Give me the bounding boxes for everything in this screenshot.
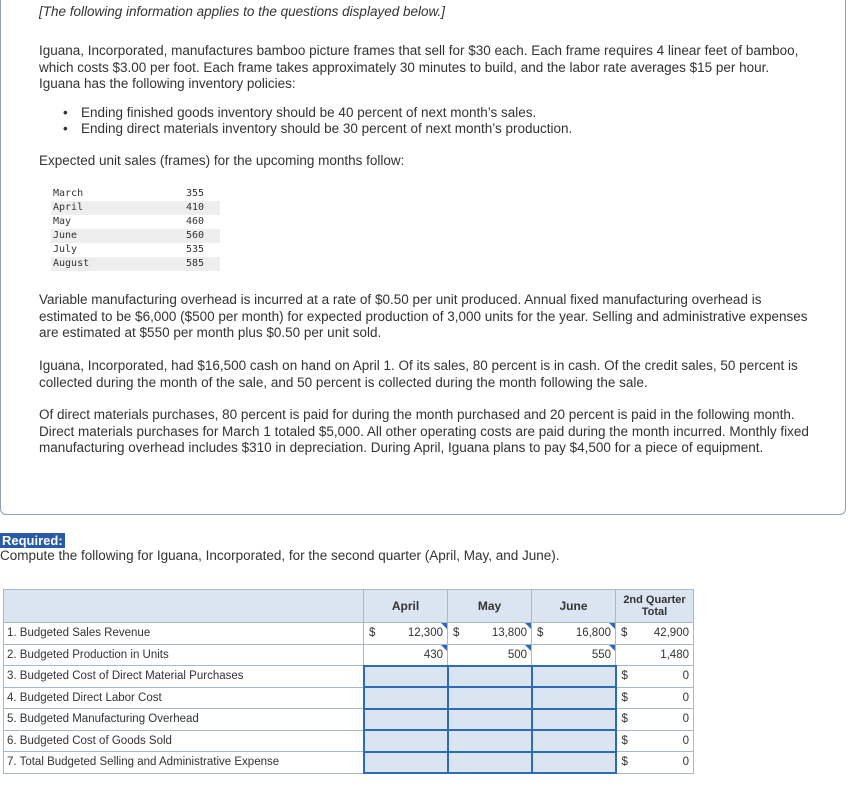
total-selling-admin <box>616 752 694 774</box>
header-total-line2: Total <box>641 606 668 618</box>
required-label: Required: <box>2 533 63 548</box>
april-overhead-input[interactable] <box>364 709 448 731</box>
table-row <box>4 623 694 645</box>
dollar-sign: $ <box>453 627 460 639</box>
dollar-sign: $ <box>621 670 628 682</box>
purchases-description: Of direct materials purchases, 80 percent is paid for during the month purchased and 20 percent is paid in the following month. Direct materials purchases for March 1 totaled $5,000. All other operating costs are paid during the month incurred. Monthly fixed manufacturing overhead includes $310 in depreciation. During April, Iguana plans to pay $4,500 for a piece of equipment. <box>39 407 809 455</box>
units-value: 560 <box>184 229 220 243</box>
dollar-sign: $ <box>621 734 628 747</box>
month-label: April <box>51 201 184 215</box>
cell-value: 0 <box>682 734 689 747</box>
row-label: 7. Total Budgeted Selling and Administrative Expense <box>4 752 364 774</box>
table-row <box>4 666 694 688</box>
may-overhead-input[interactable] <box>448 709 532 731</box>
may-labor-input[interactable] <box>448 687 532 709</box>
total-cogs <box>616 730 694 752</box>
table-row <box>4 709 694 731</box>
total-production <box>616 644 694 666</box>
june-cogs-input[interactable] <box>532 730 616 752</box>
cell-value: 0 <box>682 713 689 725</box>
may-sales-input[interactable] <box>448 623 532 645</box>
cell-value: 42,900 <box>653 627 689 639</box>
company-description: Iguana, Incorporated, manufactures bamboo picture frames that sell for $30 each. Each frame requires 4 linear feet of bamboo, which costs $3.00 per foot. Each frame takes approximately 30 minutes to build, and the labor rate averages $15 per hour. Iguana has the following inventory policies: <box>39 43 799 91</box>
answered-marker-icon <box>609 623 615 629</box>
row-label: 5. Budgeted Manufacturing Overhead <box>4 709 364 731</box>
inventory-policies <box>63 105 572 137</box>
cell-value: 550 <box>591 648 611 661</box>
policy-item: • Ending direct materials inventory should be 30 percent of next month’s production. <box>63 121 572 137</box>
cell-value: 0 <box>682 691 689 704</box>
june-production-input[interactable] <box>532 644 616 666</box>
june-sales-input[interactable] <box>532 623 616 645</box>
april-cogs-input[interactable] <box>364 730 448 752</box>
total-overhead <box>616 709 694 731</box>
may-materials-input[interactable] <box>448 666 532 688</box>
june-selling-admin-input[interactable] <box>532 752 616 774</box>
table-row <box>4 644 694 666</box>
month-label: June <box>51 229 184 243</box>
overhead-description: Variable manufacturing overhead is incurred at a rate of $0.50 per unit produced. Annual fixed manufacturing overhead is estimated to be $6,000 ($500 per month) for expected production of 3,000 units for the year. Selling and administrative expenses are estimated at $550 per month plus $0.50 per unit sold. <box>39 292 808 340</box>
header-row <box>4 590 694 623</box>
row-label: 3. Budgeted Cost of Direct Material Purchases <box>4 666 364 688</box>
header-may: May <box>448 590 532 623</box>
units-value: 535 <box>186 244 205 255</box>
april-sales-input[interactable] <box>364 623 448 645</box>
dollar-sign: $ <box>621 756 628 768</box>
units-value: 460 <box>186 216 205 227</box>
dollar-sign: $ <box>621 713 628 725</box>
required-instructions: Compute the following for Iguana, Incorporated, for the second quarter (April, May, and June). <box>0 548 560 563</box>
april-materials-input[interactable] <box>364 666 448 688</box>
table-row <box>4 730 694 752</box>
row-label: 4. Budgeted Direct Labor Cost <box>4 687 364 709</box>
answered-marker-icon <box>609 645 615 651</box>
cell-value: 430 <box>423 648 443 661</box>
sales-intro: Expected unit sales (frames) for the upcoming months follow: <box>39 153 405 168</box>
budget-answer-table <box>3 589 694 774</box>
april-selling-admin-input[interactable] <box>364 752 448 774</box>
may-production-input[interactable] <box>448 644 532 666</box>
cell-value: 12,300 <box>407 627 443 639</box>
cell-value: 16,800 <box>575 627 611 639</box>
header-april: April <box>364 590 448 623</box>
april-production-input[interactable] <box>364 644 448 666</box>
cell-value: 500 <box>507 648 527 661</box>
answered-marker-icon <box>525 623 531 629</box>
cell-value: 0 <box>682 756 689 768</box>
may-selling-admin-input[interactable] <box>448 752 532 774</box>
answered-marker-icon <box>441 645 447 651</box>
month-label: May <box>53 216 72 227</box>
row-label: 2. Budgeted Production in Units <box>4 644 364 666</box>
row-label: 6. Budgeted Cost of Goods Sold <box>4 730 364 752</box>
cash-description: Iguana, Incorporated, had $16,500 cash on hand on April 1. Of its sales, 80 percent is in cash. Of the credit sales, 50 percent is collected during the month of the sale, and 50 percent is collected during the month following the sale. <box>39 358 798 390</box>
dollar-sign: $ <box>369 627 376 639</box>
row-label: 1. Budgeted Sales Revenue <box>4 623 364 645</box>
month-label: August <box>51 257 184 271</box>
header-june: June <box>532 590 616 623</box>
month-label: July <box>53 244 78 255</box>
cell-value: 0 <box>682 670 689 682</box>
header-total-line1: 2nd Quarter <box>623 594 686 606</box>
table-row <box>4 752 694 774</box>
cell-value: 13,800 <box>491 627 527 639</box>
june-materials-input[interactable] <box>532 666 616 688</box>
expected-sales-table <box>51 187 220 271</box>
dollar-sign: $ <box>621 627 628 639</box>
may-cogs-input[interactable] <box>448 730 532 752</box>
answered-marker-icon <box>441 623 447 629</box>
policy-item: • Ending finished goods inventory should be 40 percent of next month’s sales. <box>63 105 572 121</box>
header-blank <box>4 590 364 623</box>
units-value: 585 <box>184 257 220 271</box>
dollar-sign: $ <box>621 691 628 704</box>
table-row <box>4 687 694 709</box>
units-value: 410 <box>184 201 220 215</box>
june-overhead-input[interactable] <box>532 709 616 731</box>
total-materials <box>616 666 694 688</box>
cell-value: 1,480 <box>660 648 689 661</box>
units-value: 355 <box>186 188 205 199</box>
june-labor-input[interactable] <box>532 687 616 709</box>
header-quarter-total <box>616 590 694 623</box>
intro-note: [The following information applies to the questions displayed below.] <box>39 4 445 19</box>
april-labor-input[interactable] <box>364 687 448 709</box>
answered-marker-icon <box>525 645 531 651</box>
month-label: March <box>53 188 84 199</box>
dollar-sign: $ <box>537 627 544 639</box>
total-sales <box>616 623 694 645</box>
total-labor <box>616 687 694 709</box>
